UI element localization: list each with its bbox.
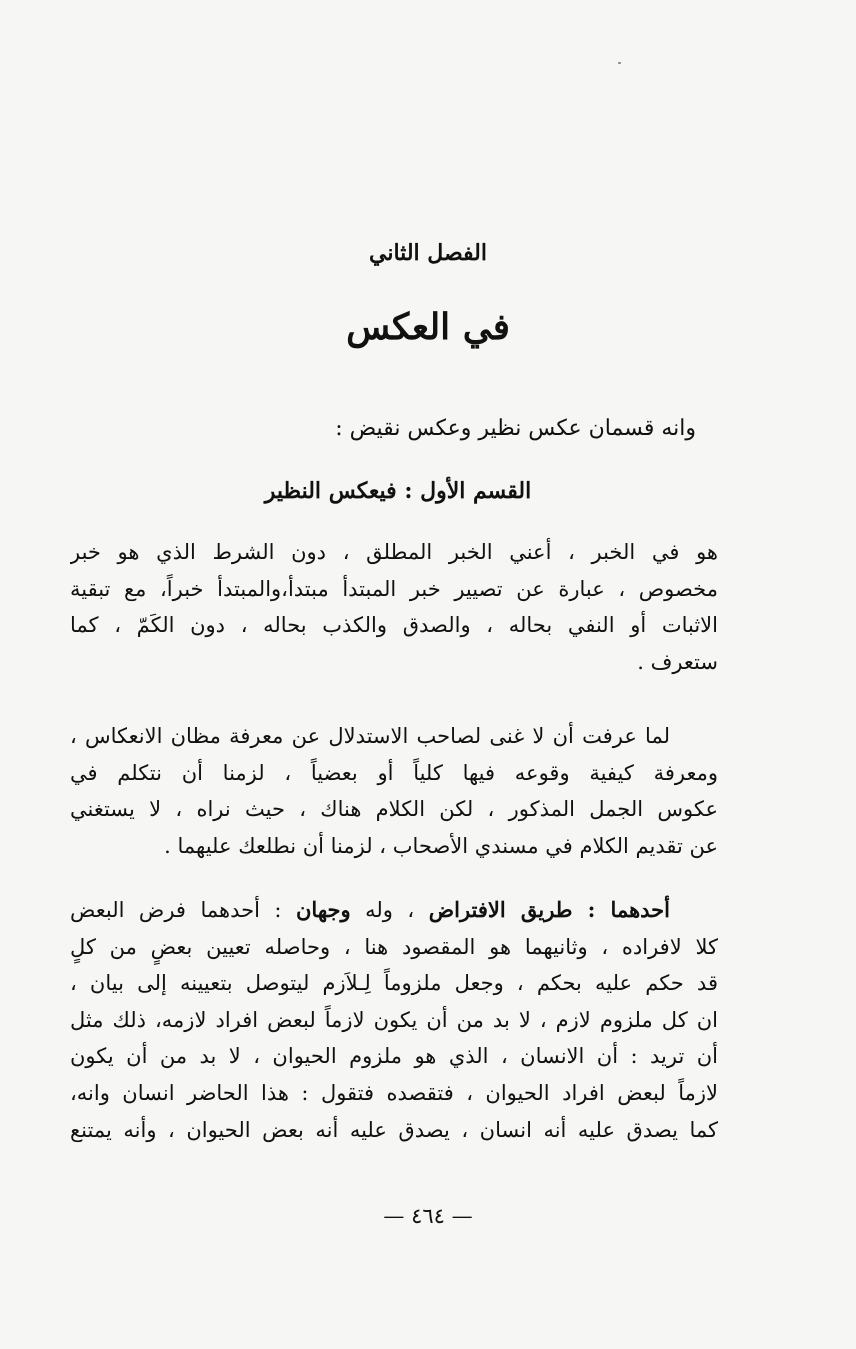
paragraph-lead-line xyxy=(70,892,718,929)
two-ways-label: وجهان xyxy=(296,897,351,922)
paragraph-line: قد حكم عليه بحكم ، وجعل ملزوماً لِـلاَزم ليتوصل بتعيينه إلى بيان ، xyxy=(70,971,718,996)
paragraph-line: عكوس الجمل المذكور ، لكن الكلام هناك ، حيث نراه ، لا يستغني xyxy=(70,797,718,822)
paragraph-line: لازماً لبعض افراد الحيوان ، فتقصده فتقول : هذا الحاضر انسان وانه، xyxy=(70,1080,718,1105)
paragraph-line: أن تريد : أن الانسان ، الذي هو ملزوم الحيوان ، لا بد من أن يكون xyxy=(70,1044,718,1069)
section-heading: القسم الأول : فيعكس النظير xyxy=(264,478,532,504)
paragraph-line: ومعرفة كيفية وقوعه فيها كلياً أو بعضياً ، لزمنا أن نتكلم في xyxy=(70,760,718,785)
paragraph-line: لما عرفت أن لا غنى لصاحب الاستدلال عن معرفة مظان الانعكاس ، xyxy=(70,724,670,748)
paragraph-line: الاثبات أو النفي بحاله ، والصدق والكذب بحاله ، دون الكَمّ ، كما xyxy=(70,613,718,638)
chapter-title: في العكس xyxy=(346,306,510,348)
paragraph-3 xyxy=(70,892,718,1148)
chapter-heading: الفصل الثاني xyxy=(369,240,487,266)
paragraph-line: كما يصدق عليه أنه انسان ، يصدق عليه أنه بعض الحيوان ، وأنه يمتنع xyxy=(70,1117,718,1142)
intro-line: وانه قسمان عكس نظير وعكس نقيض : xyxy=(335,416,696,441)
page-number: — ٤٦٤ — xyxy=(383,1204,473,1228)
paragraph-line: هو في الخبر ، أعني الخبر المطلق ، دون الشرط الذي هو خبر xyxy=(70,540,718,564)
method-name: أحدهما : طريق الافتراض xyxy=(428,897,671,922)
lead-connector: ، وله xyxy=(350,898,429,922)
paragraph-line: مخصوص ، عبارة عن تصيير خبر المبتدأ مبتدأ،والمبتدأ خبراً، مع تبقية xyxy=(70,576,718,601)
paragraph-2 xyxy=(70,718,718,864)
paragraph-line: ان كل ملزوم لازم ، لا بد من أن يكون لازماً لبعض افراد لازمه، ذلك مثل xyxy=(70,1007,718,1032)
lead-remainder: : أحدهما فرض البعض xyxy=(70,898,296,922)
scan-speck xyxy=(618,62,621,64)
paragraph-line: عن تقديم الكلام في مسندي الأصحاب ، لزمنا أن نطلعك عليهما . xyxy=(164,833,718,858)
paragraph-line: كلا لافراده ، وثانيهما هو المقصود هنا ، وحاصله تعيين بعضٍ من كلٍ xyxy=(70,934,718,959)
paragraph-line: ستعرف . xyxy=(637,649,718,674)
paragraph-1 xyxy=(70,534,718,680)
